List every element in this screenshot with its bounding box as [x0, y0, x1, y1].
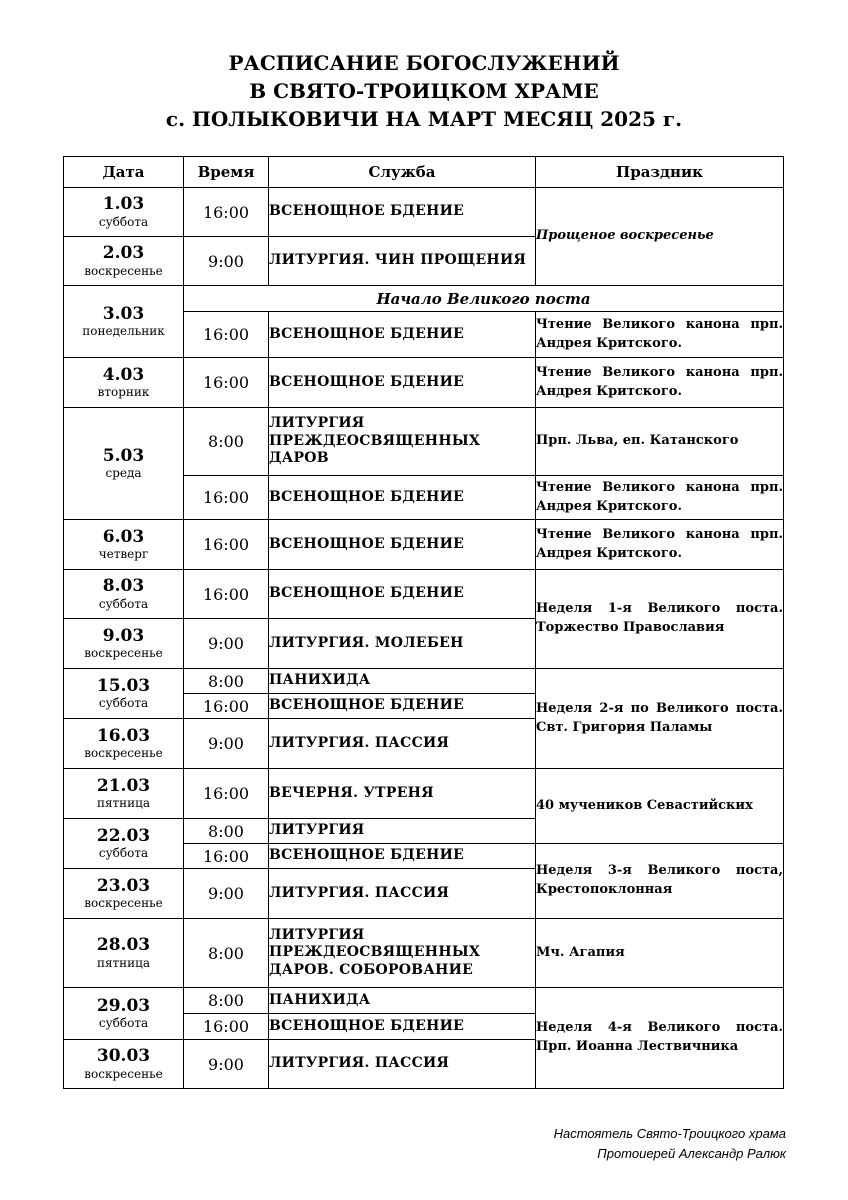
- date-cell: [64, 719, 184, 769]
- date-cell: [64, 408, 184, 520]
- weekday: вторник: [97, 385, 150, 400]
- time-cell: 16:00: [184, 312, 269, 358]
- weekday: суббота: [98, 214, 149, 229]
- lent-start-note: Начало Великого поста: [184, 286, 784, 312]
- date-cell: [64, 570, 184, 619]
- date-number: 16.03: [96, 725, 151, 746]
- feast-cell: Прощеное воскресенье: [536, 188, 784, 286]
- table-row: [64, 669, 784, 694]
- feast-cell: Неделя 2-я по Великого поста. Свт. Григория Паламы: [536, 669, 784, 769]
- title-line-1: РАСПИСАНИЕ БОГОСЛУЖЕНИЙ: [228, 51, 620, 75]
- service-cell: ВЕЧЕРНЯ. УТРЕНЯ: [269, 769, 536, 819]
- table-row: [64, 286, 784, 312]
- date-number: 3.03: [102, 303, 145, 324]
- time-cell: 8:00: [184, 669, 269, 694]
- date-cell: [64, 819, 184, 869]
- weekday: среда: [105, 466, 142, 481]
- table-row: [64, 919, 784, 988]
- time-cell: 8:00: [184, 408, 269, 476]
- service-cell: ВСЕНОЩНОЕ БДЕНИЕ: [269, 476, 536, 520]
- time-cell: 16:00: [184, 694, 269, 719]
- feast-cell: Чтение Великого канона прп. Андрея Критского.: [536, 358, 784, 408]
- service-cell: ЛИТУРГИЯ ПРЕЖДЕОСВЯЩЕННЫХ ДАРОВ. СОБОРОВАНИЕ: [269, 919, 536, 988]
- weekday: суббота: [98, 696, 149, 711]
- signature-rector: Настоятель Свято-Троицкого храма: [553, 1126, 786, 1141]
- date-cell: [64, 669, 184, 719]
- date-cell: [64, 520, 184, 570]
- time-cell: 16:00: [184, 358, 269, 408]
- date-cell: [64, 188, 184, 237]
- date-cell: [64, 919, 184, 988]
- title-line-3: с. ПОЛЫКОВИЧИ НА МАРТ МЕСЯЦ 2025 г.: [165, 107, 683, 131]
- date-cell: [64, 1040, 184, 1089]
- time-cell: 8:00: [184, 919, 269, 988]
- service-cell: ЛИТУРГИЯ. ПАССИЯ: [269, 869, 536, 919]
- date-number: 9.03: [102, 625, 145, 646]
- service-cell: ВСЕНОЩНОЕ БДЕНИЕ: [269, 188, 536, 237]
- weekday: воскресенье: [84, 1066, 163, 1081]
- feast-cell: 40 мучеников Севастийских: [536, 769, 784, 844]
- weekday: воскресенье: [84, 263, 163, 278]
- weekday: пятница: [96, 955, 151, 970]
- service-cell: ЛИТУРГИЯ. ПАССИЯ: [269, 719, 536, 769]
- feast-cell: Неделя 1-я Великого поста. Торжество Православия: [536, 570, 784, 669]
- service-cell: ВСЕНОЩНОЕ БДЕНИЕ: [269, 694, 536, 719]
- service-cell: ПАНИХИДА: [269, 669, 536, 694]
- schedule-table: [63, 156, 784, 1089]
- time-cell: 16:00: [184, 844, 269, 869]
- feast-cell: Мч. Агапия: [536, 919, 784, 988]
- date-number: 28.03: [96, 935, 151, 956]
- time-cell: 16:00: [184, 188, 269, 237]
- date-number: 2.03: [102, 243, 145, 264]
- weekday: воскресенье: [84, 646, 163, 661]
- date-number: 8.03: [102, 576, 145, 597]
- signature-block: [554, 1124, 786, 1164]
- table-row: [64, 358, 784, 408]
- date-number: 4.03: [102, 364, 145, 385]
- weekday: суббота: [98, 846, 149, 861]
- header-feast: Праздник: [536, 157, 784, 188]
- date-cell: [64, 988, 184, 1040]
- date-cell: [64, 237, 184, 286]
- service-cell: ВСЕНОЩНОЕ БДЕНИЕ: [269, 844, 536, 869]
- header-service: Служба: [269, 157, 536, 188]
- time-cell: 9:00: [184, 869, 269, 919]
- date-number: 21.03: [96, 775, 151, 796]
- date-cell: [64, 358, 184, 408]
- table-row: [64, 988, 784, 1014]
- feast-cell: Чтение Великого канона прп. Андрея Критского.: [536, 476, 784, 520]
- time-cell: 9:00: [184, 619, 269, 669]
- time-cell: 9:00: [184, 237, 269, 286]
- date-number: 5.03: [102, 445, 145, 466]
- date-number: 23.03: [96, 875, 151, 896]
- service-cell: ВСЕНОЩНОЕ БДЕНИЕ: [269, 570, 536, 619]
- service-cell: ЛИТУРГИЯ: [269, 819, 536, 844]
- date-number: 15.03: [96, 675, 151, 696]
- table-row: [64, 188, 784, 237]
- service-cell: ЛИТУРГИЯ. МОЛЕБЕН: [269, 619, 536, 669]
- weekday: понедельник: [82, 324, 165, 339]
- date-number: 22.03: [96, 825, 151, 846]
- table-row: [64, 408, 784, 476]
- date-cell: [64, 769, 184, 819]
- time-cell: 16:00: [184, 570, 269, 619]
- service-cell: ПАНИХИДА: [269, 988, 536, 1014]
- time-cell: 9:00: [184, 719, 269, 769]
- time-cell: 16:00: [184, 769, 269, 819]
- signature-name: Протоиерей Александр Ралюк: [597, 1146, 786, 1161]
- header-time: Время: [184, 157, 269, 188]
- weekday: пятница: [96, 796, 151, 811]
- feast-cell: Неделя 3-я Великого поста, Крестопоклонная: [536, 844, 784, 919]
- service-cell: ЛИТУРГИЯ. ЧИН ПРОЩЕНИЯ: [269, 237, 536, 286]
- time-cell: 9:00: [184, 1040, 269, 1089]
- date-number: 30.03: [96, 1046, 151, 1067]
- feast-cell: Прп. Льва, еп. Катанского: [536, 408, 784, 476]
- time-cell: 16:00: [184, 476, 269, 520]
- table-row: [64, 520, 784, 570]
- weekday: воскресенье: [84, 896, 163, 911]
- service-cell: ЛИТУРГИЯ. ПАССИЯ: [269, 1040, 536, 1089]
- title-line-2: В СВЯТО-ТРОИЦКОМ ХРАМЕ: [249, 79, 599, 103]
- service-cell: ЛИТУРГИЯ ПРЕЖДЕОСВЯЩЕННЫХ ДАРОВ: [269, 408, 536, 476]
- time-cell: 16:00: [184, 1014, 269, 1040]
- weekday: суббота: [98, 1016, 149, 1031]
- weekday: суббота: [98, 596, 149, 611]
- time-cell: 8:00: [184, 988, 269, 1014]
- date-cell: [64, 619, 184, 669]
- weekday: воскресенье: [84, 746, 163, 761]
- feast-cell: Неделя 4-я Великого поста. Прп. Иоанна Лествичника: [536, 988, 784, 1089]
- time-cell: 16:00: [184, 520, 269, 570]
- service-cell: ВСЕНОЩНОЕ БДЕНИЕ: [269, 312, 536, 358]
- feast-cell: Чтение Великого канона прп. Андрея Критского.: [536, 520, 784, 570]
- service-cell: ВСЕНОЩНОЕ БДЕНИЕ: [269, 1014, 536, 1040]
- table-header-row: [64, 157, 784, 188]
- date-number: 29.03: [96, 995, 151, 1016]
- date-number: 6.03: [102, 526, 145, 547]
- date-cell: [64, 286, 184, 358]
- weekday: четверг: [98, 547, 149, 562]
- header-date: Дата: [64, 157, 184, 188]
- date-cell: [64, 869, 184, 919]
- table-row: [64, 570, 784, 619]
- time-cell: 8:00: [184, 819, 269, 844]
- service-cell: ВСЕНОЩНОЕ БДЕНИЕ: [269, 520, 536, 570]
- service-cell: ВСЕНОЩНОЕ БДЕНИЕ: [269, 358, 536, 408]
- date-number: 1.03: [102, 194, 145, 215]
- table-row: [64, 769, 784, 819]
- feast-cell: Чтение Великого канона прп. Андрея Критского.: [536, 312, 784, 358]
